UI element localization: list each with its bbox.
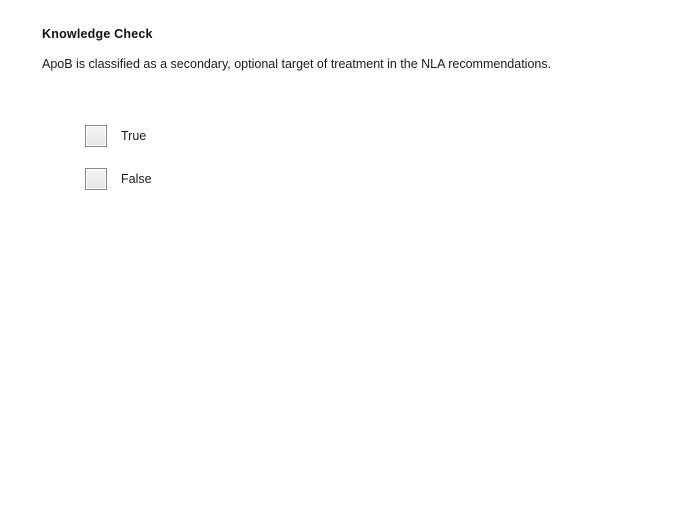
option-true-label: True — [121, 129, 147, 143]
option-false-checkbox[interactable] — [85, 168, 107, 190]
option-false-label: False — [121, 172, 152, 186]
question-text: ApoB is classified as a secondary, optional target of treatment in the NLA recommendations. — [42, 57, 552, 71]
page-title: Knowledge Check — [42, 27, 153, 41]
option-true[interactable] — [85, 123, 146, 149]
option-false[interactable] — [85, 166, 152, 192]
option-true-checkbox[interactable] — [85, 125, 107, 147]
